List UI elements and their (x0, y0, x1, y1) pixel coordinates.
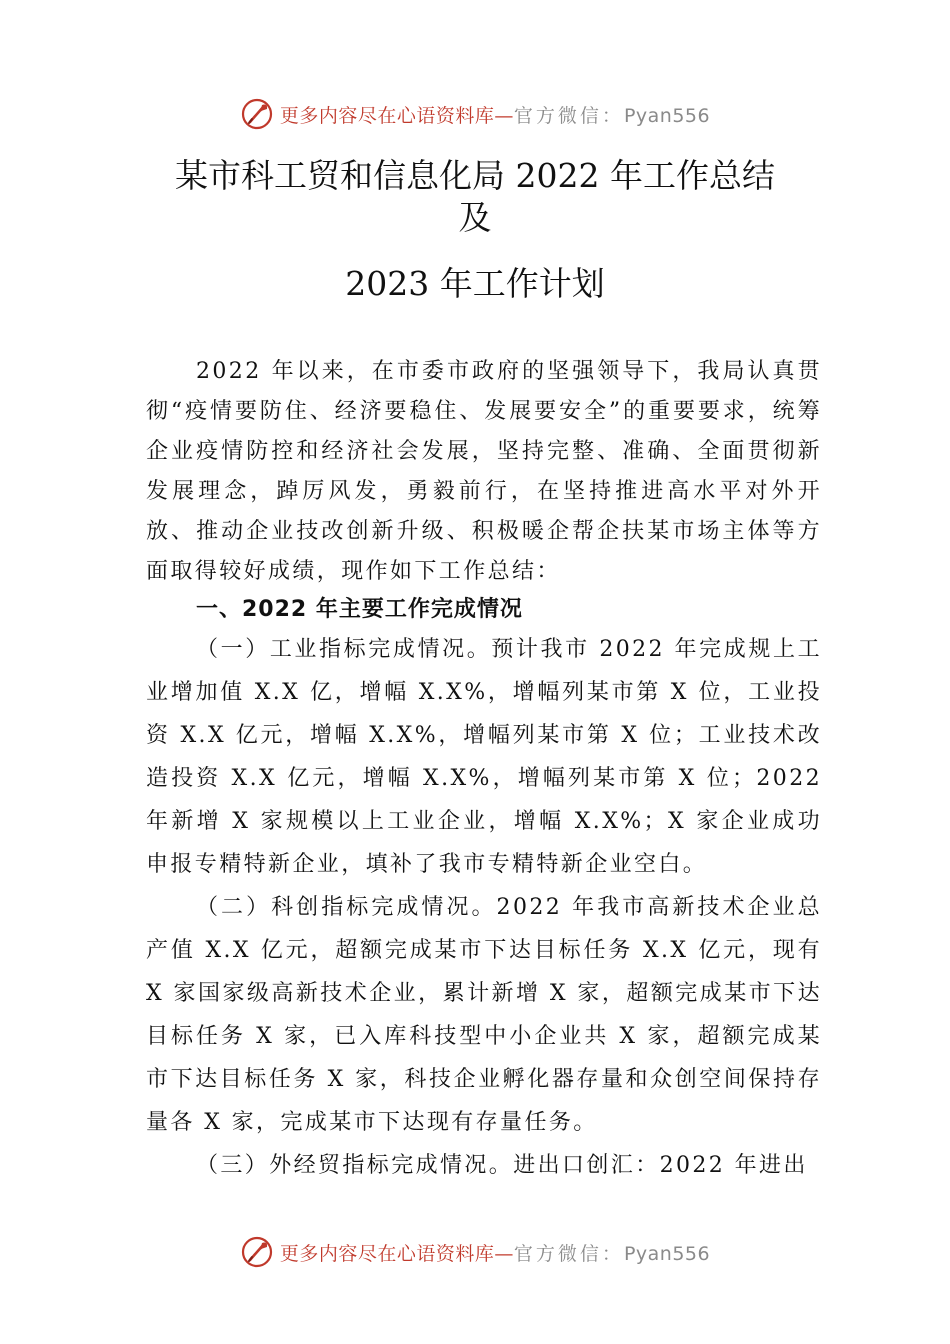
document-title-line-2: 及 (458, 198, 492, 237)
document-title-line-1: 某市科工贸和信息化局 2022 年工作总结 (175, 156, 775, 195)
intro-paragraph: 2022 年以来，在市委市政府的坚强领导下，我局认真贯彻“疫情要防住、经济要稳住、发展要安全”的重要要求，统筹企业疫情防控和经济社会发展，坚持完整、准确、全面贯彻新发展理念，踔厉风发，勇毅前行，在坚持推进高水平对外开放、推动企业技改创新升级、积极暖企帮企扶某市场主体等方面取得较好成绩，现作如下工作总结： (146, 359, 822, 584)
watermark-footer (0, 1232, 950, 1272)
watermark-brand: 更多内容尽在心语资料库 (279, 104, 495, 127)
watermark-wechat-label: 官方微信： (513, 1242, 624, 1265)
watermark-header (0, 94, 950, 134)
watermark-wechat-id: Pyan556 (623, 104, 711, 127)
item-innovation-indicators: （二）科创指标完成情况。2022 年我市高新技术企业总产值 X.X 亿元，超额完成某市下达目标任务 X.X 亿元，现有 X 家国家级高新技术企业，累计新增 X 家，超额完成某市下达目标任务 X 家，已入库科技型中小企业共 X 家，超额完成某市下达目标任务 X 家，科技企业孵化器存量和众创空间保持存量各 X 家，完成某市下达现有存量任务。 (146, 895, 822, 1135)
watermark-separator: — (494, 1242, 514, 1265)
item-trade-indicators: （三）外经贸指标完成情况。进出口创汇：2022 年进出 (196, 1153, 808, 1178)
watermark-separator: — (494, 104, 514, 127)
quill-seal-icon (240, 1235, 274, 1269)
watermark-wechat-label: 官方微信： (513, 104, 624, 127)
quill-seal-icon (240, 97, 274, 131)
watermark-text (280, 1239, 710, 1266)
section-heading-1: 一、2022 年主要工作完成情况 (196, 597, 523, 622)
watermark-text (280, 101, 710, 128)
watermark-wechat-id: Pyan556 (623, 1242, 711, 1265)
item-industry-indicators: （一）工业指标完成情况。预计我市 2022 年完成规上工业增加值 X.X 亿，增幅 X.X%，增幅列某市第 X 位，工业投资 X.X 亿元，增幅 X.X%，增幅列某市第 X 位；工业技术改造投资 X.X 亿元，增幅 X.X%，增幅列某市第 X 位；2022 年新增 X 家规模以上工业企业，增幅 X.X%；X 家企业成功申报专精特新企业，填补了我市专精特新企业空白。 (146, 637, 822, 877)
document-body (146, 352, 822, 1187)
document-title-line-3: 2023 年工作计划 (345, 264, 605, 303)
watermark-brand: 更多内容尽在心语资料库 (279, 1242, 495, 1265)
